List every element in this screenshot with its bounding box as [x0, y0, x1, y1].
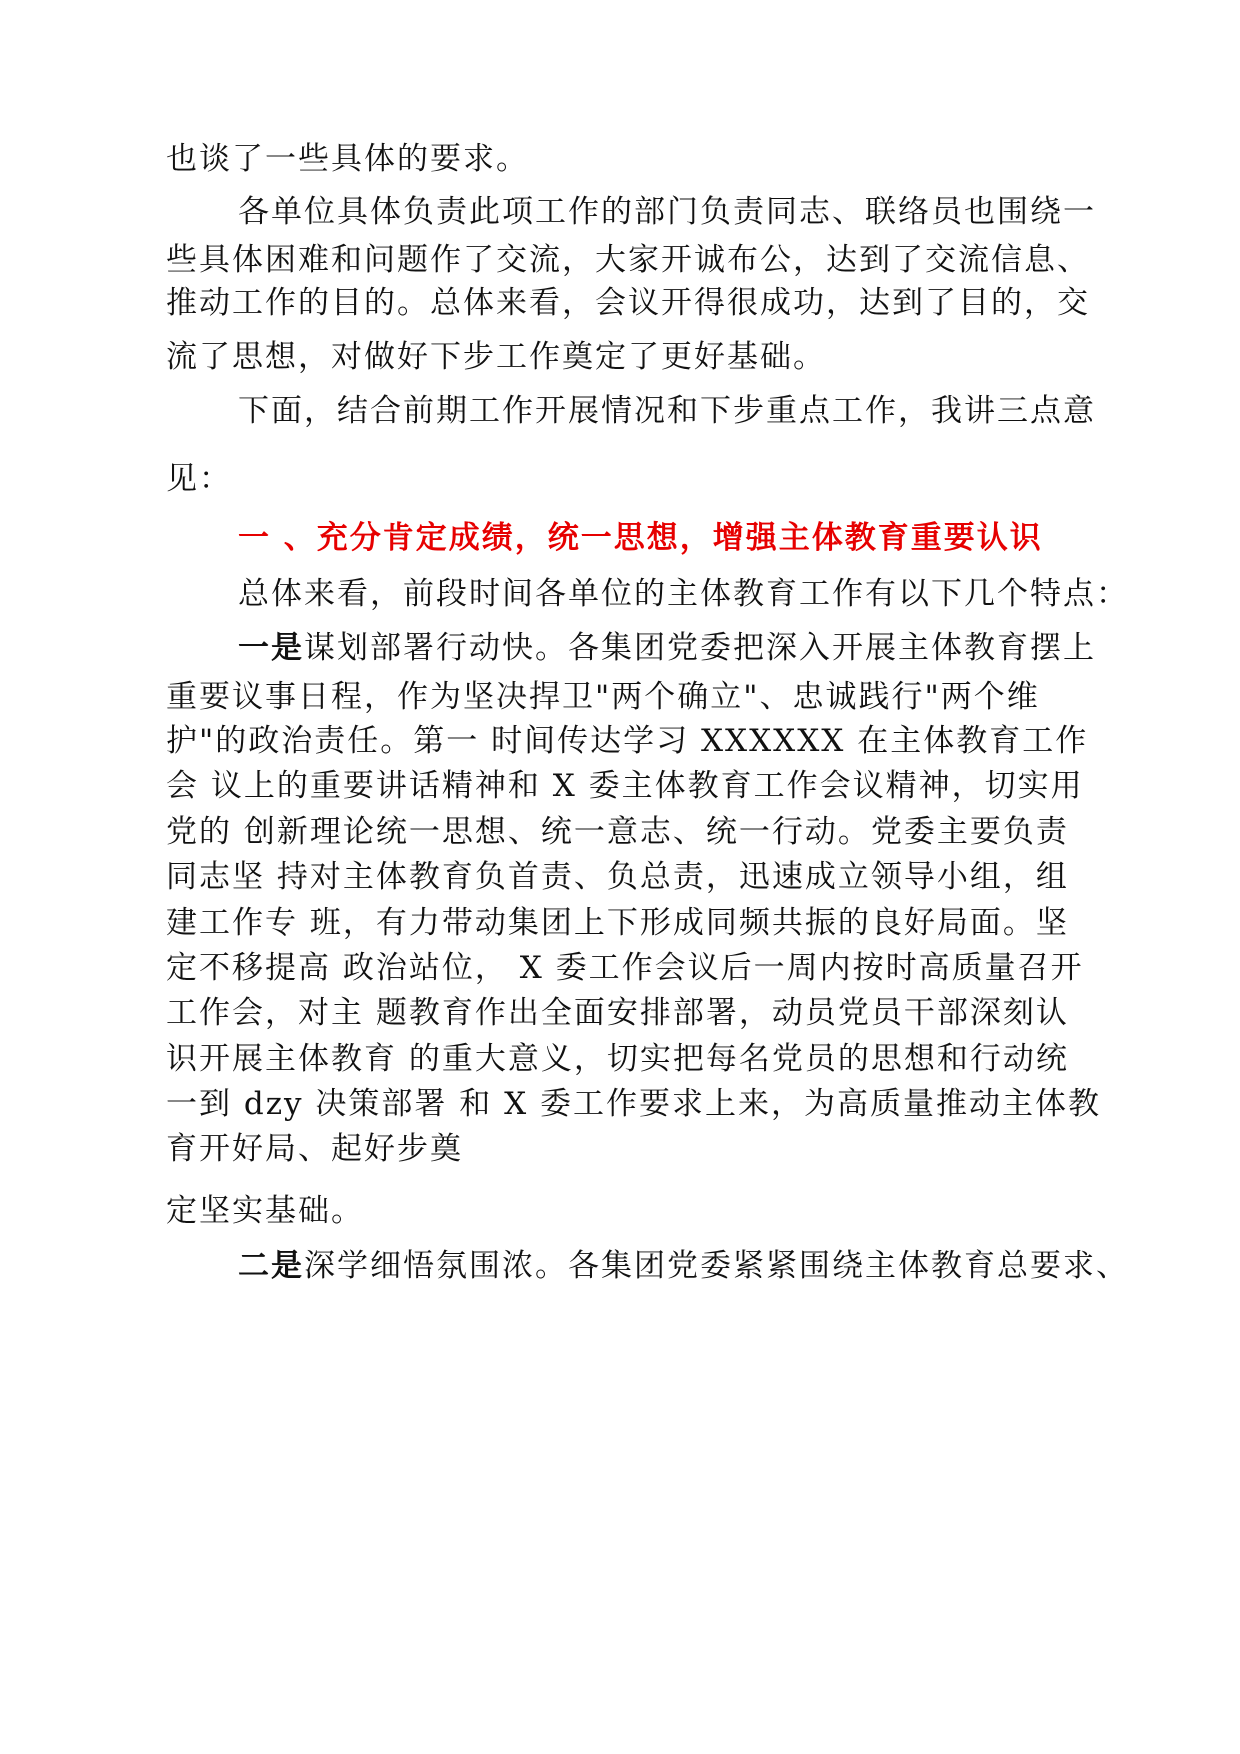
- section-heading: 一 、充分肯定成绩，统一思想，增强主体教育重要认识: [238, 520, 1043, 556]
- body-line: 各单位具体负责此项工作的部门负责同志、联络员也围绕一: [238, 194, 1096, 230]
- body-line: 定不移提高 政治站位， X 委工作会议后一周内按时高质量召开: [166, 950, 1084, 986]
- body-line: 建工作专 班，有力带动集团上下形成同频共振的良好局面。坚: [166, 905, 1069, 941]
- body-line: 党的 创新理论统一思想、统一意志、统一行动。党委主要负责: [166, 814, 1069, 850]
- point-one-lead: 一是: [238, 630, 304, 666]
- body-line: 工作会，对主 题教育作出全面安排部署，动员党员干部深刻认: [166, 995, 1069, 1031]
- body-line: 下面，结合前期工作开展情况和下步重点工作，我讲三点意: [238, 393, 1096, 429]
- body-line: 推动工作的目的。总体来看，会议开得很成功，达到了目的，交: [166, 285, 1090, 321]
- body-line: 见：: [166, 461, 232, 497]
- body-line: 些具体困难和问题作了交流，大家开诚布公，达到了交流信息、: [166, 242, 1090, 278]
- point-one-line: [238, 628, 1096, 668]
- body-line: 重要议事日程，作为坚决捍卫"两个确立"、忠诚践行"两个维: [166, 679, 1040, 715]
- body-line: 同志坚 持对主体教育负首责、负总责，迅速成立领导小组，组: [166, 859, 1069, 895]
- body-line: 流了思想，对做好下步工作奠定了更好基础。: [166, 339, 826, 375]
- body-line: 也谈了一些具体的要求。: [166, 141, 529, 177]
- body-line: 会 议上的重要讲话精神和 X 委主体教育工作会议精神，切实用: [166, 768, 1084, 804]
- point-two-text: 深学细悟氛围浓。各集团党委紧紧围绕主体教育总要求、: [304, 1248, 1129, 1284]
- point-two-lead: 二是: [238, 1248, 304, 1284]
- body-line: 定坚实基础。: [166, 1193, 364, 1229]
- body-line: 一到 dzy 决策部署 和 X 委工作要求上来，为高质量推动主体教: [166, 1086, 1102, 1122]
- point-one-text: 谋划部署行动快。各集团党委把深入开展主体教育摆上: [304, 630, 1096, 666]
- body-line: 护"的政治责任。第一 时间传达学习 XXXXXX 在主体教育工作: [166, 723, 1089, 759]
- body-line: 识开展主体教育 的重大意义，切实把每名党员的思想和行动统: [166, 1041, 1069, 1077]
- body-line: 育开好局、起好步奠: [166, 1131, 463, 1167]
- point-two-line: [238, 1246, 1129, 1286]
- intro-line: 总体来看，前段时间各单位的主体教育工作有以下几个特点：: [238, 576, 1129, 612]
